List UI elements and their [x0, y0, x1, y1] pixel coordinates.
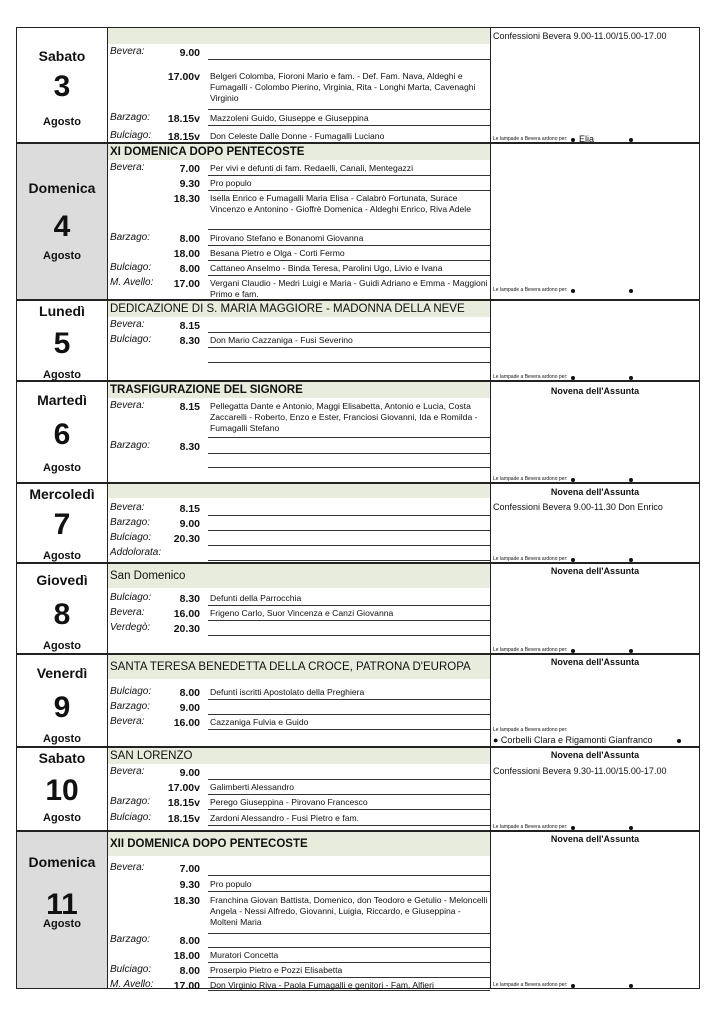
mass-place: Bulciago:: [110, 334, 152, 345]
day-label-cell: [16, 381, 108, 483]
day-number: 3: [53, 70, 71, 103]
day-name: Domenica: [28, 854, 96, 870]
lamp-prefix: Le lampade a Bevera ardono per:: [493, 824, 568, 830]
mass-place: Bevera:: [110, 607, 145, 618]
feast-header: San Domenico: [108, 564, 490, 588]
mass-time: 8.00: [179, 263, 200, 275]
feast-header: [108, 484, 490, 498]
mass-place: Bevera:: [110, 319, 145, 330]
notes-cell: [490, 563, 700, 654]
day-label-cell: [16, 143, 108, 300]
underline: [208, 347, 490, 348]
underline: [208, 245, 490, 246]
masses-cell: [108, 831, 490, 992]
mass-place: Bulciago:: [110, 812, 152, 823]
mass-time: 17.00v: [167, 71, 200, 83]
mass-row: [108, 812, 490, 826]
day-month: Agosto: [43, 918, 81, 930]
notes-cell: [490, 747, 700, 831]
mass-intentions: Pro populo: [210, 178, 252, 188]
day-number: 6: [53, 418, 71, 451]
mass-intentions: Galimberti Alessandro: [210, 782, 295, 792]
underline: [208, 229, 490, 230]
mass-time: 8.00: [179, 233, 200, 245]
feast-header: SAN LORENZO: [108, 748, 490, 764]
underline: [208, 962, 490, 963]
day-name: Mercoledì: [29, 486, 95, 502]
mass-place: Bulciago:: [110, 686, 152, 697]
mass-row: [108, 796, 490, 810]
day-month: Agosto: [43, 250, 81, 262]
mass-time: 8.30: [179, 335, 200, 347]
lamp-prefix: Le lampade a Bevera ardono per:: [493, 647, 568, 653]
day-block: [16, 381, 700, 483]
underline: [208, 125, 490, 126]
mass-place: Bevera:: [110, 862, 145, 873]
day-month: Agosto: [43, 640, 81, 652]
mass-intentions: Zardoni Alessandro - Fusi Pietro e fam.: [210, 813, 360, 823]
mass-time: 9.30: [179, 879, 200, 891]
day-number: 8: [53, 598, 71, 631]
mass-row: [108, 112, 490, 126]
mass-time: 9.00: [179, 47, 200, 59]
underline: [208, 977, 490, 978]
mass-place: Barzago:: [110, 112, 151, 123]
underline: [208, 59, 490, 60]
day-month: Agosto: [43, 733, 81, 745]
mass-row: [108, 532, 490, 546]
bullet-dot: [629, 558, 633, 562]
lamp-note: [493, 476, 697, 482]
mass-row: [108, 622, 490, 636]
underline: [208, 947, 490, 948]
masses-cell: [108, 654, 490, 747]
mass-time: 16.00: [173, 717, 200, 729]
day-name: Sabato: [38, 48, 86, 64]
bullet-dot: [571, 478, 575, 482]
underline: [208, 467, 490, 468]
day-name: Sabato: [38, 750, 86, 766]
mass-row: [108, 162, 490, 176]
novena-label: Novena dell'Assunta: [550, 834, 640, 844]
day-block: [16, 563, 700, 654]
mass-row: [108, 862, 490, 876]
mass-row: [108, 964, 490, 978]
mass-intentions: Vergani Claudio - Medri Luigi e Maria - Guidi Adriano e Emma - Maggioni Primo e fam.: [210, 278, 488, 299]
day-name: Venerdì: [36, 665, 88, 681]
day-label-cell: [16, 27, 108, 143]
mass-row: [108, 456, 490, 468]
underline: [208, 729, 490, 730]
mass-place: Bevera:: [110, 400, 145, 411]
mass-row: [108, 716, 490, 730]
mass-time: 18.15v: [167, 797, 200, 809]
mass-intentions: Cazzaniga Fulvia e Guido: [210, 717, 309, 727]
underline: [208, 530, 490, 531]
day-name: Domenica: [28, 180, 96, 196]
masses-cell: [108, 563, 490, 654]
confession-note: Confessioni Bevera 9.00-11.00/15.00-17.00: [493, 31, 667, 41]
mass-intentions: Perego Giuseppina - Pirovano Francesco: [210, 797, 368, 807]
day-label-cell: [16, 483, 108, 563]
underline: [208, 332, 490, 333]
notes-cell: [490, 483, 700, 563]
day-block: [16, 654, 700, 747]
day-number: 7: [53, 508, 71, 541]
day-label-cell: [16, 654, 108, 747]
mass-place: Bevera:: [110, 766, 145, 777]
lamp-prefix: Le lampade a Bevera ardono per:: [493, 374, 568, 380]
mass-place: Bevera:: [110, 46, 145, 57]
mass-row: [108, 277, 490, 301]
mass-intentions: Proserpio Pietro e Pozzi Elisabetta: [210, 965, 343, 975]
mass-place: Barzago:: [110, 796, 151, 807]
mass-row: [108, 349, 490, 363]
day-number: 4: [53, 210, 71, 243]
bullet-dot: [571, 984, 575, 988]
novena-label: Novena dell'Assunta: [550, 750, 640, 760]
mass-time: 9.30: [179, 178, 200, 190]
lamp-prefix: Le lampade a Bevera ardono per:: [493, 476, 568, 482]
mass-time: 20.30: [173, 533, 200, 545]
mass-intentions: Defunti della Parrocchia: [210, 593, 302, 603]
mass-row: [108, 177, 490, 191]
day-number: 5: [53, 327, 71, 360]
feast-header: TRASFIGURAZIONE DEL SIGNORE: [108, 382, 490, 398]
mass-row: [108, 701, 490, 715]
lamp-prefix: Le lampade a Bevera ardono per:: [493, 982, 568, 988]
day-number: 10: [45, 774, 79, 807]
day-month: Agosto: [43, 369, 81, 381]
lamp-note: [493, 727, 697, 733]
day-name: Martedì: [37, 392, 87, 408]
mass-place: Barzago:: [110, 232, 151, 243]
mass-place: Bulciago:: [110, 964, 152, 975]
mass-row: [108, 262, 490, 276]
mass-intentions: Mazzoleni Guido, Giuseppe e Giuseppina: [210, 113, 369, 123]
mass-place: Barzago:: [110, 440, 151, 451]
underline: [208, 437, 490, 438]
novena-label: Novena dell'Assunta: [550, 487, 640, 497]
mass-time: 8.15: [179, 401, 200, 413]
day-block: [16, 831, 700, 992]
lamp-note: [493, 374, 697, 380]
mass-place: M. Avello:: [110, 277, 154, 288]
mass-place: Bulciago:: [110, 130, 152, 141]
mass-time: 20.30: [173, 623, 200, 635]
day-block: [16, 27, 700, 143]
mass-row: [108, 607, 490, 621]
bullet-dot: [571, 826, 575, 830]
bullet-dot: [629, 649, 633, 653]
day-name: Giovedì: [36, 572, 88, 588]
notes-cell: [490, 143, 700, 300]
mass-time: 9.00: [179, 518, 200, 530]
mass-place: Bevera:: [110, 162, 145, 173]
underline: [208, 453, 490, 454]
underline: [208, 109, 490, 110]
underline: [208, 560, 490, 561]
day-month: Agosto: [43, 550, 81, 562]
mass-place: Bulciago:: [110, 532, 152, 543]
underline: [208, 714, 490, 715]
mass-place: Addolorata:: [110, 547, 162, 558]
bullet-dot: [629, 376, 633, 380]
mass-row: [108, 686, 490, 700]
underline: [208, 545, 490, 546]
mass-time: 18.15v: [167, 131, 200, 143]
novena-label: Novena dell'Assunta: [550, 566, 640, 576]
underline: [208, 362, 490, 363]
mass-time: 8.15: [179, 503, 200, 515]
underline: [208, 275, 490, 276]
notes-cell: [490, 300, 700, 381]
feast-header: XI DOMENICA DOPO PENTECOSTE: [108, 144, 490, 160]
mass-time: 16.00: [173, 608, 200, 620]
mass-intentions: Cattaneo Anselmo - Binda Teresa, Parolini Ugo, Livio e Ivana: [210, 263, 443, 273]
bullet-dot: [571, 558, 575, 562]
underline: [208, 635, 490, 636]
mass-time: 8.00: [179, 965, 200, 977]
lamp-note: [493, 982, 697, 988]
notes-cell: [490, 654, 700, 747]
lamp-note: [493, 647, 697, 653]
mass-time: 8.00: [179, 687, 200, 699]
mass-row: [108, 192, 490, 230]
mass-row: [108, 130, 490, 144]
mass-time: 18.15v: [167, 113, 200, 125]
mass-intentions: Besana Pietro e Olga - Corti Fermo: [210, 248, 345, 258]
mass-intentions: Muratori Concetta: [210, 950, 279, 960]
mass-intentions: Franchina Giovan Battista, Domenico, don Teodoro e Getulio - Meloncelli Angela - Nessi Alfredo, Giovanni, Luigia, Riccardo, e Giuseppina - Molteni Maria: [210, 895, 488, 927]
notes-cell: [490, 27, 700, 143]
mass-time: 17.00: [173, 980, 200, 992]
underline: [208, 794, 490, 795]
mass-intentions: Don Celeste Dalle Donne - Fumagalli Luciano: [210, 131, 385, 141]
mass-time: 8.00: [179, 935, 200, 947]
mass-time: 7.00: [179, 163, 200, 175]
novena-label: Novena dell'Assunta: [550, 657, 640, 667]
mass-time: 18.00: [173, 950, 200, 962]
day-month: Agosto: [43, 812, 81, 824]
bullet-dot: [629, 138, 633, 142]
mass-time: 7.00: [179, 863, 200, 875]
mass-place: Bulciago:: [110, 592, 152, 603]
mass-time: 8.30: [179, 593, 200, 605]
confession-note: Confessioni Bevera 9.00-11.30 Don Enrico: [493, 502, 663, 512]
mass-row: [108, 781, 490, 795]
feast-header: XII DOMENICA DOPO PENTECOSTE: [108, 832, 490, 856]
mass-row: [108, 70, 490, 110]
novena-label: Novena dell'Assunta: [550, 386, 640, 396]
day-label-cell: [16, 563, 108, 654]
mass-time: 18.15v: [167, 813, 200, 825]
mass-row: [108, 934, 490, 948]
masses-cell: [108, 27, 490, 143]
day-block: [16, 483, 700, 563]
day-block: [16, 143, 700, 300]
underline: [208, 990, 490, 991]
lamp-prefix: Le lampade a Bevera ardono per:: [493, 287, 568, 293]
bullet-dot: [571, 138, 575, 142]
confession-note: Confessioni Bevera 9.30-11.00/15.00-17.00: [493, 766, 667, 776]
mass-row: [108, 979, 490, 991]
mass-row: [108, 334, 490, 348]
mass-intentions: Frigeno Carlo, Suor Vincenza e Canzi Giovanna: [210, 608, 394, 618]
day-label-cell: [16, 300, 108, 381]
mass-time: 18.30: [173, 895, 200, 907]
mass-row: [108, 766, 490, 780]
bullet-dot: [677, 739, 681, 743]
day-label-cell: [16, 747, 108, 831]
bullet-dot: [571, 376, 575, 380]
underline: [208, 779, 490, 780]
mass-intentions: Per vivi e defunti di fam. Redaelli, Canali, Mentegazzi: [210, 163, 414, 173]
mass-intentions: Pro populo: [210, 879, 252, 889]
day-label-cell: [16, 831, 108, 989]
masses-cell: [108, 300, 490, 381]
mass-place: Verdegò:: [110, 622, 151, 633]
day-name: Lunedì: [39, 303, 85, 319]
mass-place: Bulciago:: [110, 262, 152, 273]
mass-row: [108, 502, 490, 516]
lamp-names: ● Corbelli Clara e Rigamonti Gianfranco: [493, 735, 653, 745]
mass-time: 9.00: [179, 767, 200, 779]
mass-row: [108, 46, 490, 60]
feast-header: [108, 28, 490, 44]
mass-time: 9.00: [179, 702, 200, 714]
mass-time: 8.15: [179, 320, 200, 332]
lamp-note: [493, 136, 697, 142]
underline: [208, 260, 490, 261]
underline: [208, 875, 490, 876]
lamp-note: [493, 287, 697, 293]
bullet-dot: [571, 289, 575, 293]
mass-place: M. Avello:: [110, 979, 154, 990]
mass-row: [108, 319, 490, 333]
underline: [208, 891, 490, 892]
feast-header: SANTA TERESA BENEDETTA DELLA CROCE, PATRONA D'EUROPA: [108, 655, 490, 679]
masses-cell: [108, 483, 490, 563]
mass-row: [108, 400, 490, 438]
underline: [208, 699, 490, 700]
bullet-dot: [629, 984, 633, 988]
lamp-prefix: Le lampade a Bevera ardono per:: [493, 136, 568, 142]
mass-row: [108, 440, 490, 454]
notes-cell: [490, 831, 700, 989]
underline: [208, 190, 490, 191]
bullet-dot: [629, 826, 633, 830]
notes-cell: [490, 381, 700, 483]
mass-time: 18.30: [173, 193, 200, 205]
mass-place: Bevera:: [110, 716, 145, 727]
mass-time: 18.00: [173, 248, 200, 260]
mass-time: 8.30: [179, 441, 200, 453]
underline: [208, 515, 490, 516]
bullet-dot: [571, 649, 575, 653]
lamp-note: [493, 556, 697, 562]
lamp-note: [493, 824, 697, 830]
mass-intentions: Don Mario Cazzaniga - Fusi Severino: [210, 335, 353, 345]
day-block: [16, 300, 700, 381]
mass-place: Barzago:: [110, 517, 151, 528]
day-month: Agosto: [43, 116, 81, 128]
mass-row: [108, 949, 490, 963]
mass-place: Bevera:: [110, 502, 145, 513]
mass-row: [108, 517, 490, 531]
mass-time: 17.00: [173, 278, 200, 290]
mass-intentions: Belgeri Colomba, Fioroni Mario e fam. - Def. Fam. Nava, Aldeghi e Fumagalli - Colombo Pierino, Virginia, Rita - Longhi Marta, Cavenaghi Virginio: [210, 71, 476, 103]
mass-time: 17.00v: [167, 782, 200, 794]
mass-row: [108, 232, 490, 246]
masses-cell: [108, 747, 490, 831]
day-month: Agosto: [43, 462, 81, 474]
lamp-prefix: Le lampade a Bevera ardono per:: [493, 727, 568, 733]
underline: [208, 809, 490, 810]
mass-row: [108, 547, 490, 561]
mass-place: Barzago:: [110, 701, 151, 712]
underline: [208, 825, 490, 826]
mass-row: [108, 592, 490, 606]
mass-intentions: Pirovano Stefano e Bonanomi Giovanna: [210, 233, 364, 243]
mass-row: [108, 878, 490, 892]
mass-row: [108, 894, 490, 934]
day-block: [16, 747, 700, 831]
underline: [208, 605, 490, 606]
day-number: 9: [53, 691, 71, 724]
bullet-dot: [629, 478, 633, 482]
masses-cell: [108, 143, 490, 300]
mass-row: [108, 247, 490, 261]
bullet-dot: [629, 289, 633, 293]
masses-cell: [108, 381, 490, 483]
underline: [208, 175, 490, 176]
mass-intentions: Don Virginio Riva - Paola Fumagalli e genitori - Fam. Alfieri: [210, 980, 434, 990]
mass-intentions: Defunti iscritti Apostolato della Preghiera: [210, 687, 365, 697]
feast-header: DEDICAZIONE DI S. MARIA MAGGIORE - MADONNA DELLA NEVE: [108, 301, 490, 317]
underline: [208, 620, 490, 621]
day-number: 11: [46, 888, 78, 921]
mass-place: Barzago:: [110, 934, 151, 945]
lamp-prefix: Le lampade a Bevera ardono per:: [493, 556, 568, 562]
lamp-names: Elia: [579, 134, 595, 144]
mass-intentions: Isella Enrico e Fumagalli Maria Elisa - Calabrò Fortunata, Surace Vincenzo e Antonino - Gioffrè Domenica - Aldeghi Enrico, Riva Adele: [210, 193, 471, 214]
mass-intentions: Pellegatta Dante e Antonio, Maggi Elisabetta, Antonio e Lucia, Costa Zaccarelli - Roberto, Enzo e Ester, Franciosi Giovanni, Ida e Romilda - Fumagalli Stefano: [210, 401, 478, 433]
